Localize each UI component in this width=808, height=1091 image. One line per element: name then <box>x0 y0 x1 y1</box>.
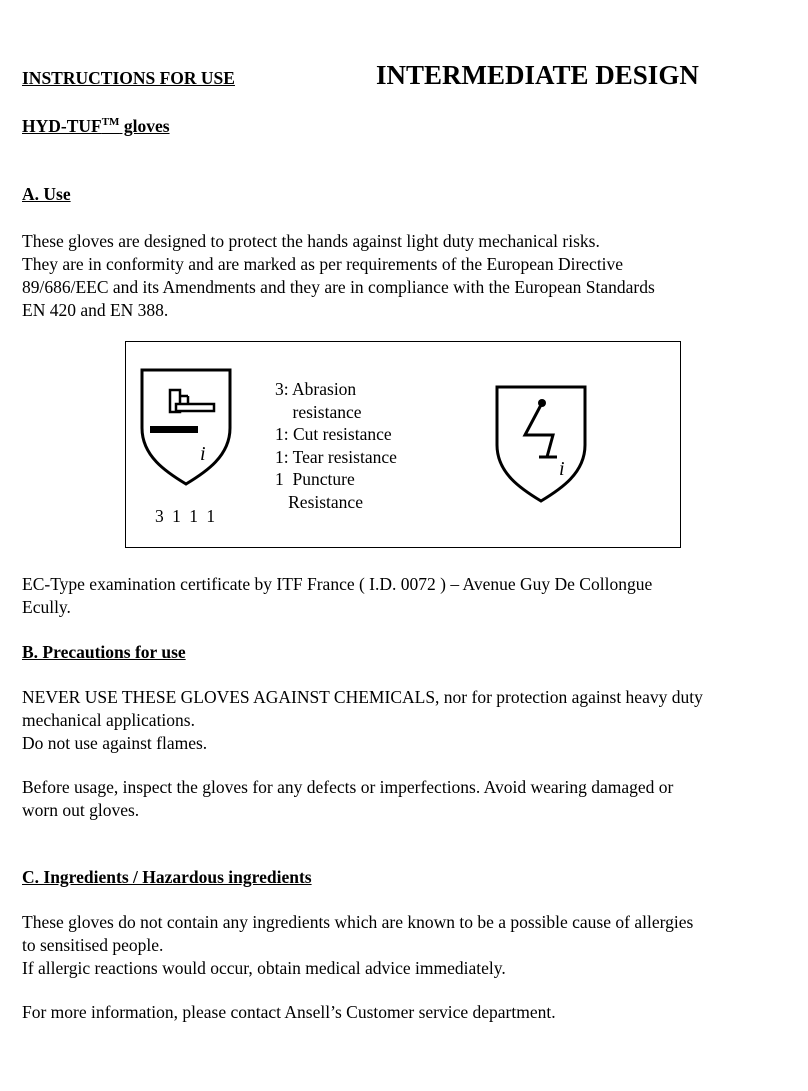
section-a-title: A. Use <box>22 184 71 204</box>
level-line: 1: Tear resistance <box>275 446 397 467</box>
level-line: 3: Abrasion <box>275 379 357 399</box>
product-name <box>22 116 170 137</box>
section-c-line: These gloves do not contain any ingredients which are known to be a possible cause of allergies <box>22 912 694 932</box>
level-line: resistance <box>275 401 362 422</box>
instructions-heading: INSTRUCTIONS FOR USE <box>22 68 235 88</box>
section-a-line: These gloves are designed to protect the hands against light duty mechanical risks. <box>22 231 600 251</box>
product-suffix: gloves <box>119 116 170 136</box>
section-c-line: If allergic reactions would occur, obtain medical advice immediately. <box>22 958 506 978</box>
performance-levels <box>275 378 397 513</box>
section-a-line: They are in conformity and are marked as per requirements of the European Directive <box>22 254 624 274</box>
section-b-para1 <box>22 686 797 755</box>
section-a-line: 89/686/EEC and its Amendments and they are in compliance with the European Standards <box>22 277 655 297</box>
section-b-line: Do not use against flames. <box>22 733 208 753</box>
section-b-line: worn out gloves. <box>22 800 140 820</box>
level-line: 1: Cut resistance <box>275 424 392 444</box>
section-a-line: EN 420 and EN 388. <box>22 300 169 320</box>
trademark-mark: TM <box>101 116 120 128</box>
section-c-title: C. Ingredients / Hazardous ingredients <box>22 867 312 887</box>
level-line: Resistance <box>275 491 363 512</box>
section-b-line: NEVER USE THESE GLOVES AGAINST CHEMICALS, nor for protection against heavy duty <box>22 687 703 707</box>
product-brand: HYD-TUF <box>22 116 102 136</box>
certificate-text <box>22 573 797 619</box>
info-mark: i <box>559 458 565 480</box>
design-title: INTERMEDIATE DESIGN <box>376 60 699 90</box>
section-b-line: Before usage, inspect the gloves for any defects or imperfections. Avoid wearing damaged or <box>22 777 674 797</box>
info-mark: i <box>200 443 206 465</box>
section-c-line: For more information, please contact Ansell’s Customer service department. <box>22 1002 556 1022</box>
certificate-line: Ecully. <box>22 597 71 617</box>
hammer-shield-icon <box>140 368 232 486</box>
section-a-text <box>22 230 797 322</box>
lightning-shield-icon <box>495 385 587 503</box>
section-b-line: mechanical applications. <box>22 710 195 730</box>
section-c-para2 <box>22 1001 797 1024</box>
section-c-para1 <box>22 911 797 980</box>
performance-code: 3 1 1 1 <box>155 506 218 526</box>
level-line: 1 Puncture <box>275 469 355 489</box>
section-c-line: to sensitised people. <box>22 935 164 955</box>
section-b-para2 <box>22 776 797 822</box>
section-b-title: B. Precautions for use <box>22 642 186 662</box>
certificate-line: EC-Type examination certificate by ITF France ( I.D. 0072 ) – Avenue Guy De Collongue <box>22 574 653 594</box>
